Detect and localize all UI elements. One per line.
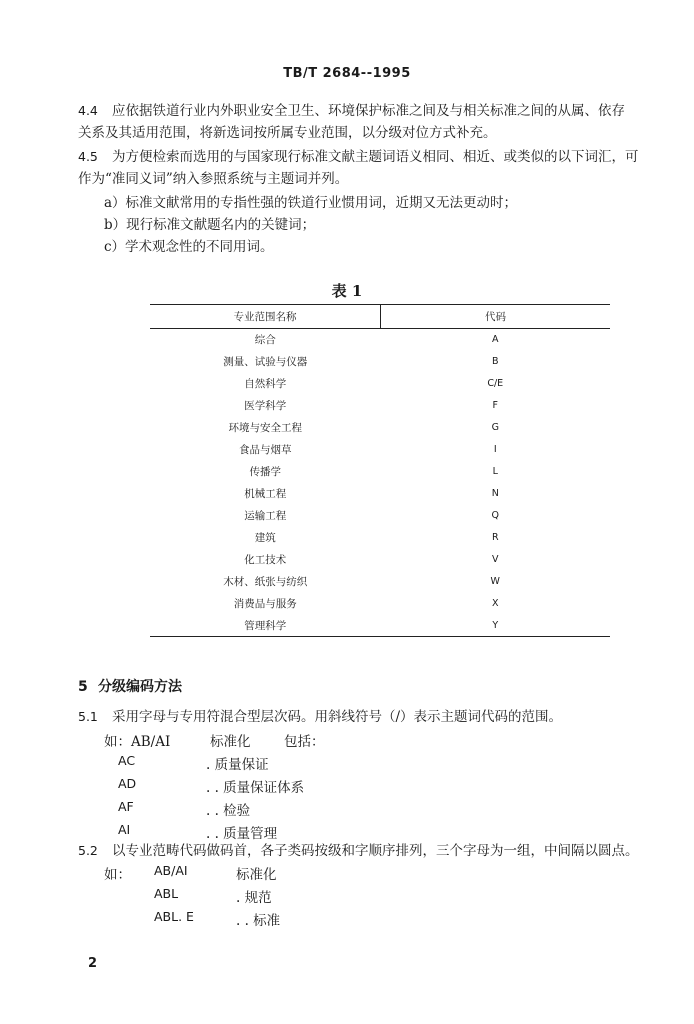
clause-number: 4.5 xyxy=(78,149,98,164)
table-row xyxy=(150,571,610,593)
clause-text: 以专业范畴代码做码首，各子类码按级和字顺序排列，三个字母为一组，中间隔以圆点。 xyxy=(112,843,639,859)
header-code: 代码 xyxy=(381,305,611,329)
table-row xyxy=(150,505,610,527)
cell-name: 自然科学 xyxy=(244,378,287,390)
cell-name: 传播学 xyxy=(249,466,281,478)
list-item-c: c）学术观念性的不同用词。 xyxy=(104,239,274,255)
cell-name: 测量、试验与仪器 xyxy=(223,356,308,368)
running-header: TB/T 2684--1995 xyxy=(283,66,411,81)
cell-code: C/E xyxy=(487,378,504,389)
clause-number: 5.2 xyxy=(78,843,98,858)
cell-name: 机械工程 xyxy=(244,488,287,500)
section-number: 5 xyxy=(78,679,88,695)
clause-4-4-line1 xyxy=(78,100,625,122)
cell-name: 木材、纸张与纺织 xyxy=(223,576,308,588)
cell-name: 综合 xyxy=(254,334,276,347)
cell-code: I xyxy=(493,444,497,455)
example-term: . . 质量保证体系 xyxy=(206,780,305,796)
cell-code: Y xyxy=(381,615,611,637)
example-code: ABL. E xyxy=(154,909,194,924)
cell-code: F xyxy=(492,400,498,411)
example-code: AI xyxy=(118,822,131,837)
cell-name: 化工技术 xyxy=(244,554,287,566)
example-5-1-head: 标准化 xyxy=(210,734,251,750)
table-row xyxy=(150,439,610,461)
clause-4-4-line2: 关系及其适用范围，将新选词按所属专业范围，以分级对位方式补充。 xyxy=(78,125,497,141)
table-row xyxy=(150,329,610,351)
clause-5-1 xyxy=(78,706,562,728)
cell-name: 消费品与服务 xyxy=(233,598,297,610)
example-5-2-lead: 如： xyxy=(104,867,131,883)
table-row xyxy=(150,373,610,395)
cell-name: 食品与烟草 xyxy=(239,444,292,456)
header-name: 专业范围名称 xyxy=(150,305,381,329)
cell-code: V xyxy=(492,554,499,565)
section-title: 分级编码方法 xyxy=(98,679,182,695)
cell-name: 管理科学 xyxy=(150,615,381,637)
clause-4-5-line2: 作为“准同义词”纳入参照系统与主题词并列。 xyxy=(78,171,349,187)
cell-code: W xyxy=(490,576,500,587)
table-row xyxy=(150,461,610,483)
example-code: ABL xyxy=(154,886,179,901)
cell-name: 环境与安全工程 xyxy=(228,422,302,434)
list-item-a: a）标准文献常用的专指性强的铁道行业惯用词，近期又无法更动时； xyxy=(104,195,518,211)
example-term: 标准化 xyxy=(236,867,277,883)
table-header-row xyxy=(150,305,610,329)
table-caption: 表 1 xyxy=(331,282,363,300)
table-row xyxy=(150,483,610,505)
cell-code: A xyxy=(492,334,499,346)
example-code: AC xyxy=(118,753,136,768)
table-row xyxy=(150,417,610,439)
example-code: AF xyxy=(118,799,134,814)
example-5-1-suffix: 包括： xyxy=(284,734,325,750)
clause-4-5-line1 xyxy=(78,146,639,168)
clause-text: 为方便检索而选用的与国家现行标准文献主题词语义相同、相近、或类似的以下词汇，可 xyxy=(112,149,639,165)
table-row xyxy=(150,395,610,417)
clause-text: 采用字母与专用符混合型层次码。用斜线符号（/）表示主题词代码的范围。 xyxy=(112,709,563,725)
table-row xyxy=(150,351,610,373)
cell-code: L xyxy=(492,466,498,477)
cell-code: R xyxy=(491,532,499,543)
cell-code: G xyxy=(491,422,499,433)
example-term: . . 检验 xyxy=(206,803,251,819)
example-term: . 规范 xyxy=(236,890,272,906)
clause-text: 应依据铁道行业内外职业安全卫生、环境保护标准之间及与相关标准之间的从属、依存 xyxy=(112,103,625,119)
cell-code: X xyxy=(491,598,499,609)
example-term: . . 标准 xyxy=(236,913,281,929)
table-row xyxy=(150,527,610,549)
table-row xyxy=(150,593,610,615)
table-1 xyxy=(150,304,610,637)
cell-name: 运输工程 xyxy=(244,510,287,522)
section-5-heading xyxy=(78,676,182,696)
page-number: 2 xyxy=(88,956,98,971)
table-row xyxy=(150,615,610,637)
cell-code: B xyxy=(491,356,499,367)
example-code: AB/AI xyxy=(154,863,188,878)
example-term: . 质量保证 xyxy=(206,757,269,773)
list-item-b: b）现行标准文献题名内的关键词； xyxy=(104,217,316,233)
cell-code: N xyxy=(491,488,499,499)
cell-name: 医学科学 xyxy=(244,400,287,412)
clause-number: 4.4 xyxy=(78,103,98,118)
example-5-1-lead: 如：AB/AI xyxy=(104,734,171,750)
example-code: AD xyxy=(118,776,137,791)
clause-5-2 xyxy=(78,840,639,862)
cell-name: 建筑 xyxy=(254,532,276,544)
table-row xyxy=(150,549,610,571)
clause-number: 5.1 xyxy=(78,709,98,724)
cell-code: Q xyxy=(491,510,499,521)
example-term: . . 质量管理 xyxy=(206,826,278,842)
